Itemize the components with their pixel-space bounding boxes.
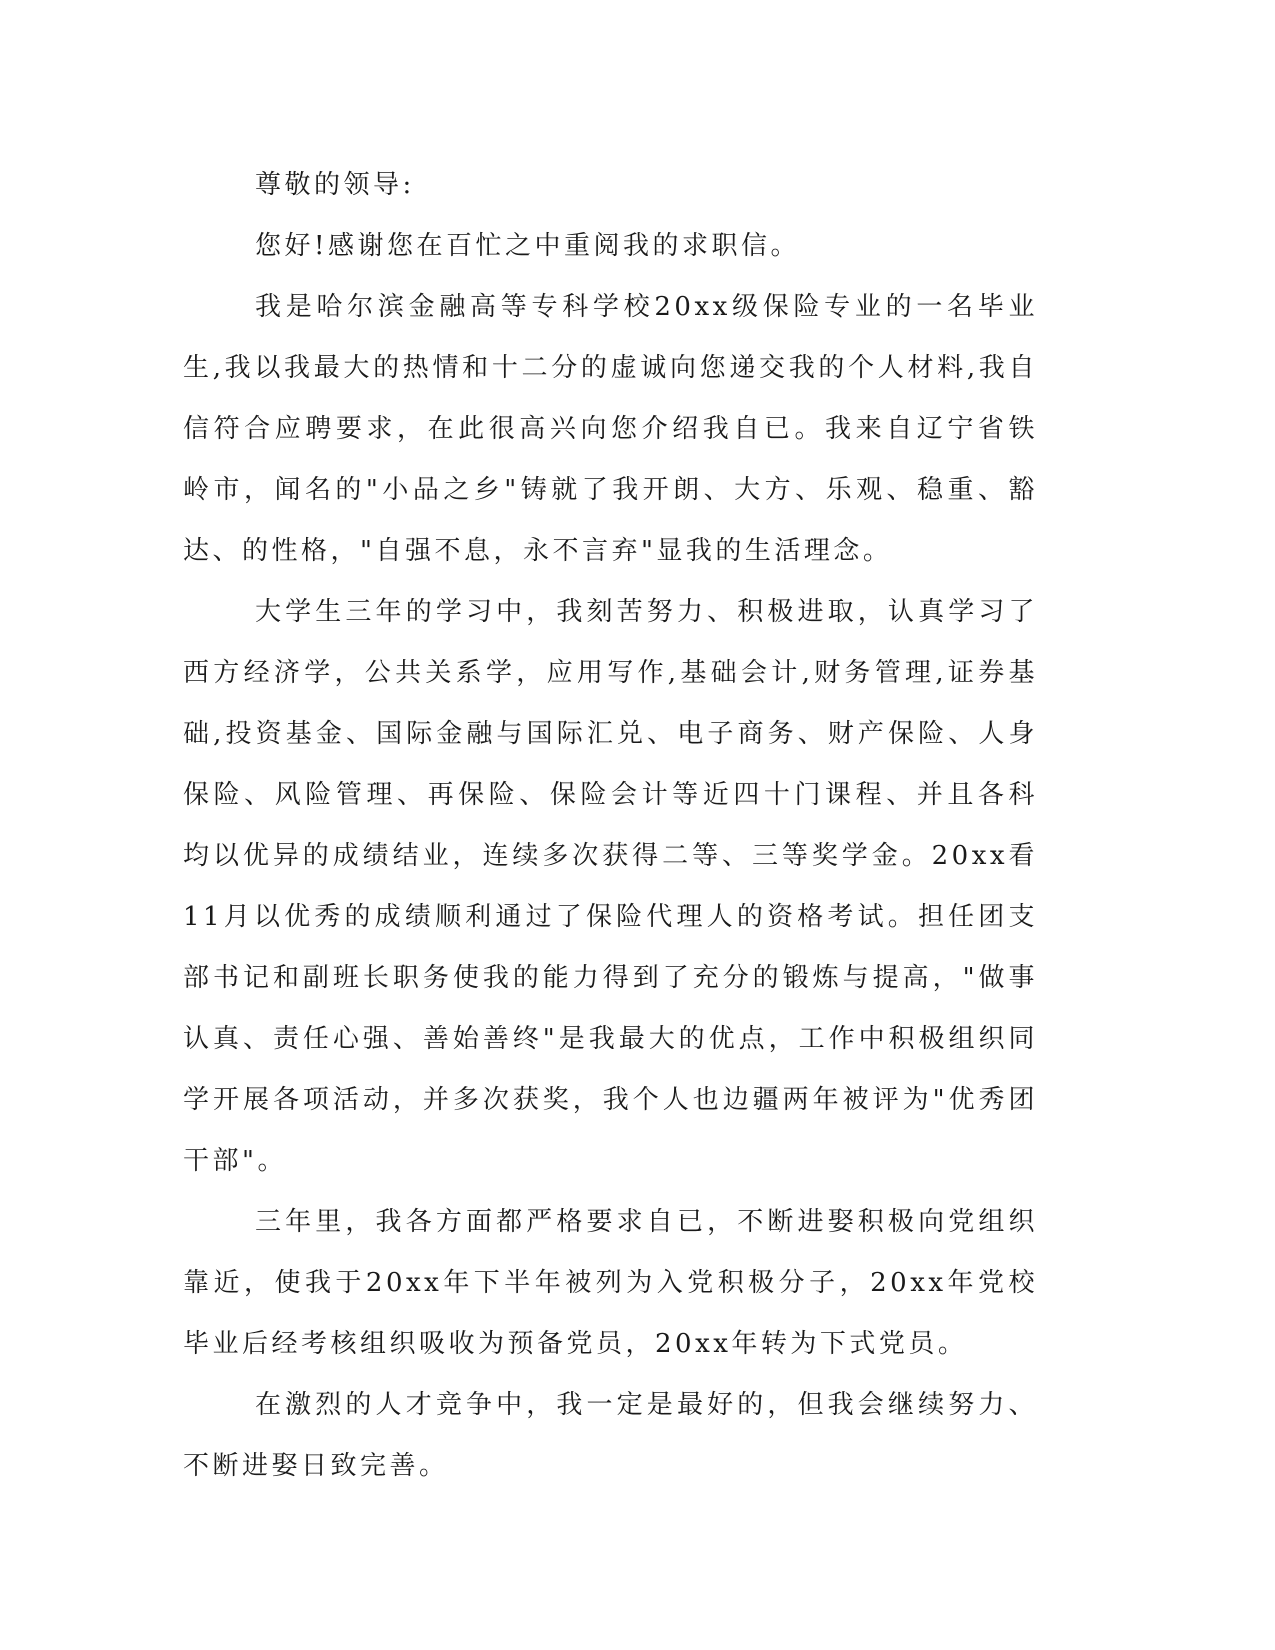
salutation: 尊敬的领导: (255, 170, 415, 200)
paragraph-intro: 我是哈尔滨金融高等专科学校20xx级保险专业的一名毕业生,我以我最大的热情和十二分的虚诚向您递交我的个人材料,我自信符合应聘要求，在此很高兴向您介绍我自已。我来自辽宁省铁岭市，闻名的"小品之乡"铸就了我开朗、大方、乐观、稳重、豁达、的性格，"自强不息，永不言弃"显我的生活理念。 (183, 292, 1038, 566)
paragraph-party: 三年里，我各方面都严格要求自已，不断进娶积极向党组织靠近，使我于20xx年下半年被列为入党积极分子，20xx年党校毕业后经考核组织吸收为预备党员，20xx年转为下式党员。 (183, 1207, 1038, 1359)
letter-body (183, 155, 1038, 1497)
paragraph-study: 大学生三年的学习中，我刻苦努力、积极进取，认真学习了西方经济学，公共关系学，应用写作,基础会计,财务管理,证券基础,投资基金、国际金融与国际汇兑、电子商务、财产保险、人身保险、风险管理、再保险、保险会计等近四十门课程、并且各科均以优异的成绩结业，连续多次获得二等、三等奖学金。20xx看11月以优秀的成绩顺利通过了保险代理人的资格考试。担任团支部书记和副班长职务使我的能力得到了充分的锻炼与提高，"做事认真、责任心强、善始善终"是我最大的优点，工作中积极组织同学开展各项活动，并多次获奖，我个人也边疆两年被评为"优秀团干部"。 (183, 597, 1038, 1176)
greeting: 您好!感谢您在百忙之中重阅我的求职信。 (255, 231, 800, 261)
paragraph-closing: 在激烈的人才竞争中，我一定是最好的，但我会继续努力、不断进娶日致完善。 (183, 1390, 1038, 1481)
